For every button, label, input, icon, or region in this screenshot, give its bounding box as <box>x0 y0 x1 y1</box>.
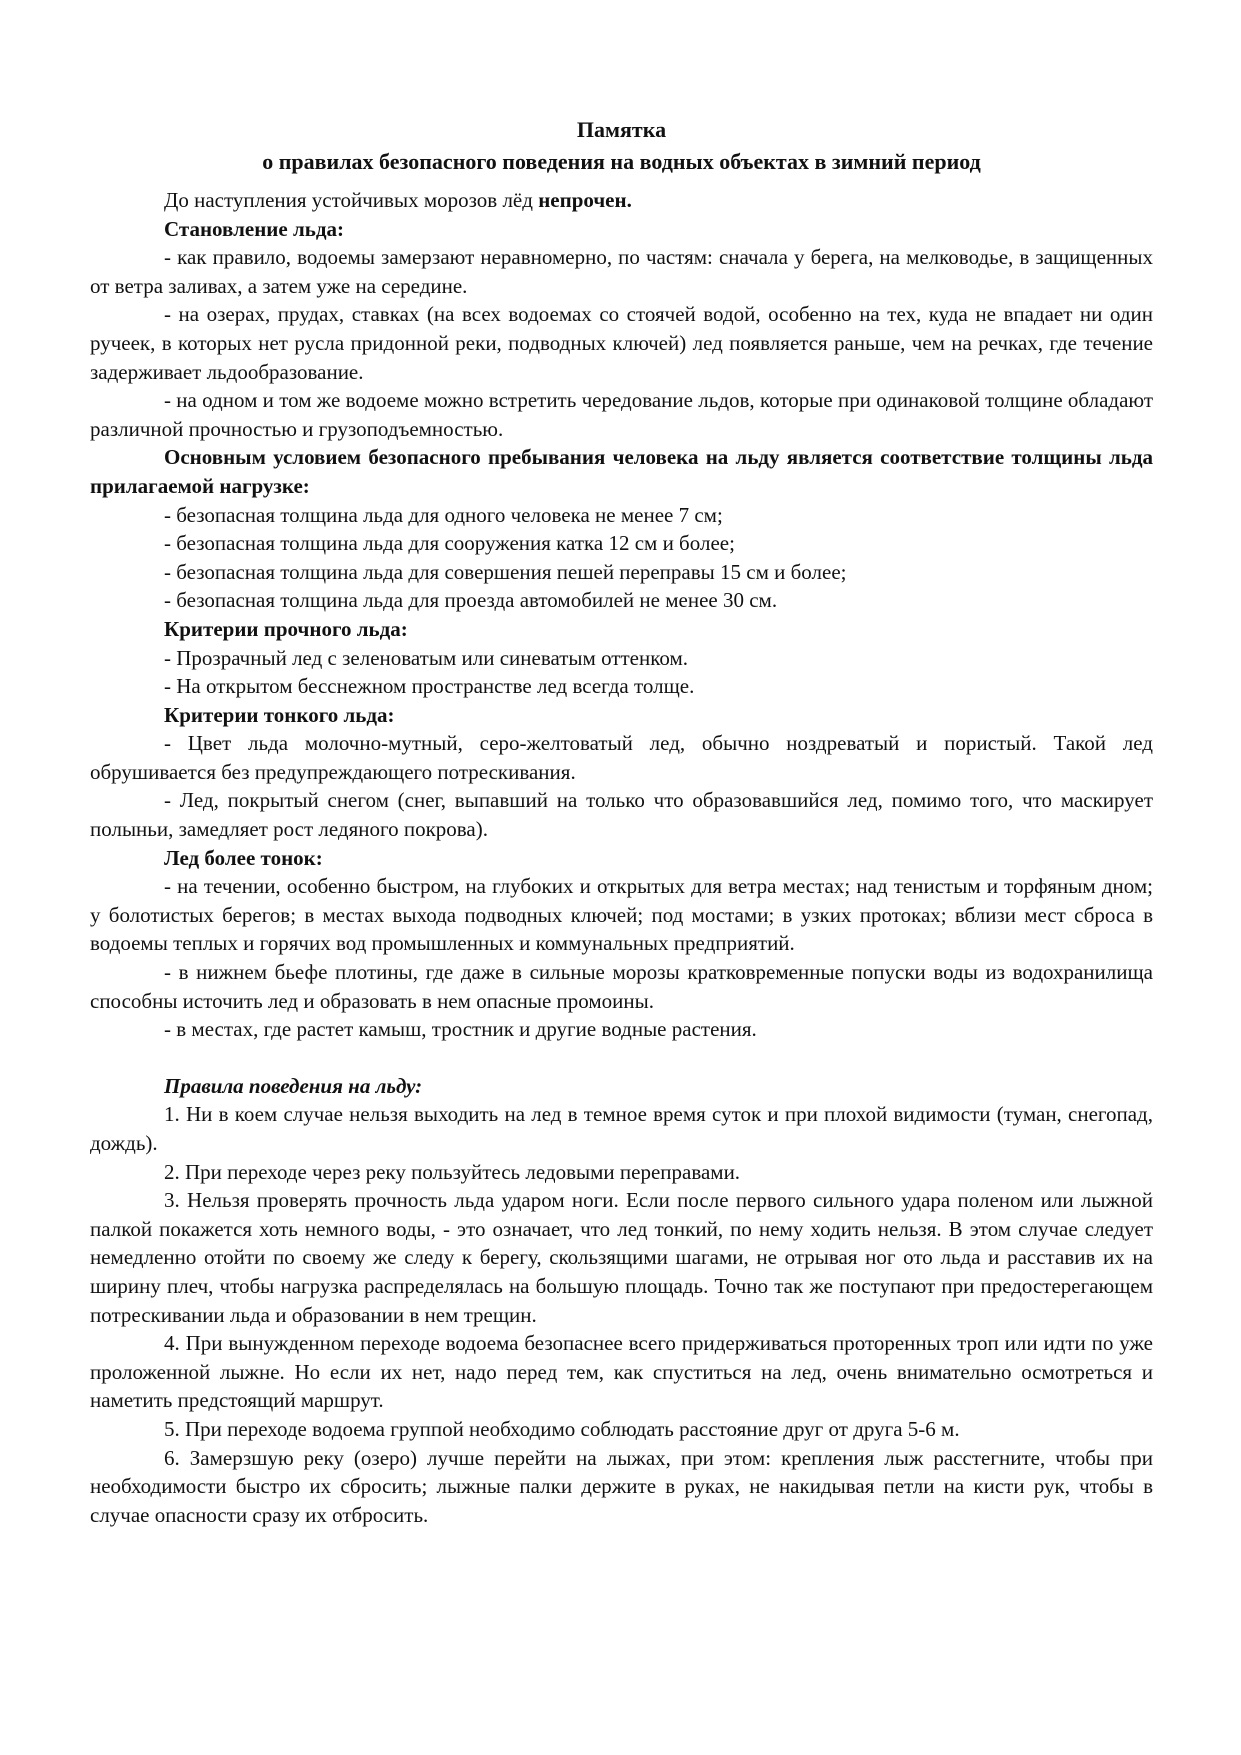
section-spacer <box>90 1044 1153 1072</box>
title-line-1: Памятка <box>576 117 667 142</box>
thinner-ice-item: - в нижнем бьефе плотины, где даже в сильные морозы кратковременные попуски воды из водохранилища способны источить лед и образовать в нем опасные промоины. <box>90 960 1153 1013</box>
title-block <box>90 114 1153 178</box>
ice-formation-item: - как правило, водоемы замерзают неравномерно, по частям: сначала у берега, на мелководье, в защищенных от ветра заливах, а затем уже на середине. <box>90 245 1153 298</box>
document-page <box>90 114 1153 1529</box>
document-title <box>90 114 1153 178</box>
thin-ice-item: - Цвет льда молочно-мутный, серо-желтоватый лед, обычно ноздреватый и пористый. Такой лед обрушивается без предупреждающего потрескивания. <box>90 731 1153 784</box>
strong-ice-heading: Критерии прочного льда: <box>164 616 408 641</box>
thickness-item: - безопасная толщина льда для одного человека не менее 7 см; <box>164 502 723 527</box>
thickness-item: - безопасная толщина льда для совершения пешей переправы 15 см и более; <box>164 559 847 584</box>
thinner-ice-item: - в местах, где растет камыш, тростник и другие водные растения. <box>164 1017 757 1042</box>
strong-ice-item: - На открытом бесснежном пространстве лед всегда толще. <box>164 674 695 699</box>
intro-paragraph <box>90 186 1153 215</box>
thin-ice-item: - Лед, покрытый снегом (снег, выпавший на только что образовавшийся лед, помимо того, что маскирует полыньи, замедляет рост ледяного покрова). <box>90 788 1153 842</box>
ice-formation-heading: Становление льда: <box>164 216 344 241</box>
main-condition-heading: Основным условием безопасного пребывания человека на льду является соответствие толщины льда прилагаемой нагрузке: <box>90 445 1153 498</box>
rule-item: 3. Нельзя проверять прочность льда ударом ноги. Если после первого сильного удара поленом или лыжной палкой покажется хоть немного воды, - это означает, что лед тонкий, по нему ходить нельзя. В этом случае следует немедленно отойти по своему же следу к берегу, скользящими шагами, не отрывая ног ото льда и расставив их на ширину плеч, чтобы нагрузка распределялась на большую площадь. Точно так же поступают при предостерегающем потрескивании льда и образовании в нем трещин. <box>90 1188 1153 1327</box>
thinner-ice-item: - на течении, особенно быстром, на глубоких и открытых для ветра местах; над тенистым и торфяным дном; у болотистых берегов; в местах выхода подводных ключей; под мостами; в узких протоках; вблизи мест сброса в водоемы теплых и горячих вод промышленных и коммунальных предприятий. <box>90 874 1153 956</box>
intro-text: До наступления устойчивых морозов лёд <box>164 188 539 212</box>
thin-ice-heading: Критерии тонкого льда: <box>164 702 395 727</box>
ice-formation-item: - на озерах, прудах, ставках (на всех водоемах со стоячей водой, особенно на тех, куда не впадает ни один ручеек, в которых нет русла придонной реки, подводных ключей) лед появляется раньше, чем на речках, где течение задерживает льдообразование. <box>90 302 1153 384</box>
rule-item: 4. При вынужденном переходе водоема безопаснее всего придерживаться проторенных троп или идти по уже проложенной лыжне. Но если их нет, надо перед тем, как спуститься на лед, очень внимательно осмотреться и наметить предстоящий маршрут. <box>90 1331 1153 1413</box>
rule-item: 5. При переходе водоема группой необходимо соблюдать расстояние друг от друга 5-6 м. <box>164 1416 960 1441</box>
thickness-item: - безопасная толщина льда для сооружения катка 12 см и более; <box>164 531 735 556</box>
thinner-ice-heading: Лед более тонок: <box>164 845 323 870</box>
ice-formation-item: - на одном и том же водоеме можно встретить чередование льдов, которые при одинаковой толщине обладают различной прочностью и грузоподъемностью. <box>90 388 1153 441</box>
intro-bold: непрочен. <box>538 188 632 212</box>
strong-ice-item: - Прозрачный лед с зеленоватым или синеватым оттенком. <box>164 645 688 670</box>
rule-item: 1. Ни в коем случае нельзя выходить на лед в темное время суток и при плохой видимости (туман, снегопад, дождь). <box>90 1102 1153 1155</box>
thickness-item: - безопасная толщина льда для проезда автомобилей не менее 30 см. <box>164 588 778 613</box>
rules-heading: Правила поведения на льду: <box>164 1073 423 1098</box>
rule-item: 2. При переходе через реку пользуйтесь ледовыми переправами. <box>164 1159 741 1184</box>
title-line-2: о правилах безопасного поведения на водных объектах в зимний период <box>262 149 981 174</box>
rule-item: 6. Замерзшую реку (озеро) лучше перейти на лыжах, при этом: крепления лыж расстегните, чтобы при необходимости быстро их сбросить; лыжные палки держите в руках, не накидывая петли на кисти рук, чтобы в случае опасности сразу их отбросить. <box>90 1445 1153 1527</box>
